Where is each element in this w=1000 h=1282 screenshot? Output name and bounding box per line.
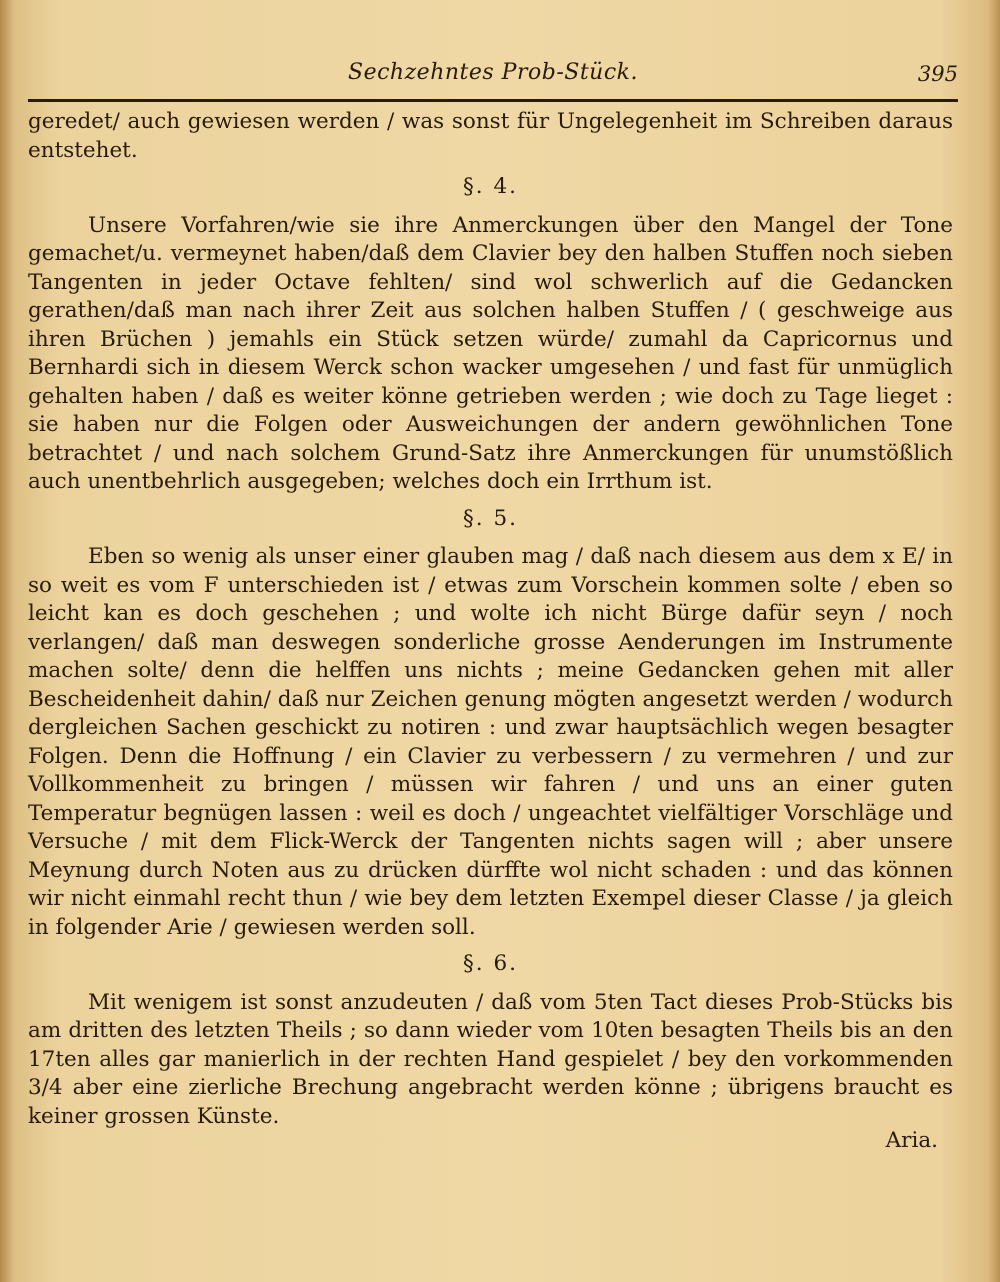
page-right-shadow — [988, 0, 1000, 1282]
header-rule — [28, 99, 958, 102]
section-heading-5: §. 5. — [463, 505, 518, 531]
running-head: Sechzehntes Prob-Stück. — [348, 60, 638, 85]
section-heading-6: §. 6. — [463, 951, 518, 976]
paragraph-section-4: Unsere Vorfahren/wie sie ihre Anmerckungen über den Mangel der Tone gemachet/u. vermeynet haben/daß dem Clavier bey den halben Stuffen noch sieben Tangenten in jeder Octave fehlten/ sind wol schwerlich auf die Gedancken gerathen/daß man nach ihrer Zeit aus solchen halben Stuffen / ( geschweige aus ihren Brüchen ) jemahls ein Stück setzen würde/ zumahl da Capricornus und Bernhardi sich in diesem Werck schon wacker umgesehen / und fast für unmüglich gehalten haben / daß es weiter könne getrieben werden ; wie doch zu Tage lieget : sie haben nur die Folgen oder Ausweichungen der andern gewöhnlichen Tone betrachtet / und nach solchem Grund-Satz ihre Anmerckungen für unumstößlich auch unentbehrlich ausgegeben; welches doch ein Irrthum ist. — [28, 212, 953, 494]
section-heading-4: §. 4. — [463, 174, 518, 199]
paragraph-continued: geredet/ auch gewiesen werden / was sonst für Ungelegenheit im Schreiben daraus entstehet. — [28, 109, 953, 163]
paragraph-section-5: Eben so wenig als unser einer glauben mag / daß nach diesem aus dem x E/ in so weit es vom F unterschieden ist / etwas zum Vorschein kommen solte / eben so leicht kan es doch geschehen ; und wolte ich nicht Bürge dafür seyn / noch verlangen/ daß man deswegen sonderliche grosse Aenderungen im Instrumente machen solte/ denn die helffen uns nichts ; meine Gedancken gehen mit aller Bescheidenheit dahin/ daß nur Zeichen genung mögten angesetzt werden / wodurch dergleichen Sachen geschickt zu notiren : und zwar hauptsächlich wegen besagter Folgen. Denn die Hoffnung / ein Clavier zu verbessern / zu vermehren / und zur Vollkommenheit zu bringen / müssen wir fahren / und uns an einer guten Temperatur begnügen lassen : weil es doch / ungeachtet vielfältiger Vorschläge und Versuche / mit dem Flick-Werck der Tangenten nichts sagen will ; aber unsere Meynung durch Noten aus zu drücken dürffte wol nicht schaden : und das können wir nicht einmahl recht thun / wie bey dem letzten Exempel dieser Classe / ja gleich in folgender Arie / gewiesen werden soll. — [28, 544, 953, 940]
page-number: 395 — [917, 62, 958, 86]
paragraph-section-6: Mit wenigem ist sonst anzudeuten / daß vom 5ten Tact dieses Prob-Stücks bis am dritten des letzten Theils ; so dann wieder vom 10ten besagten Theils bis an den 17ten alles gar manierlich in der rechten Hand gespielet / bey den vorkommenden 3/4 aber eine zierliche Brechung angebracht werden könne ; übrigens braucht es keiner grossen Künste. — [28, 989, 953, 1129]
page-header — [28, 58, 958, 94]
body-text — [28, 108, 953, 1131]
page-left-shadow — [0, 0, 14, 1282]
catchword: Aria. — [885, 1128, 938, 1153]
